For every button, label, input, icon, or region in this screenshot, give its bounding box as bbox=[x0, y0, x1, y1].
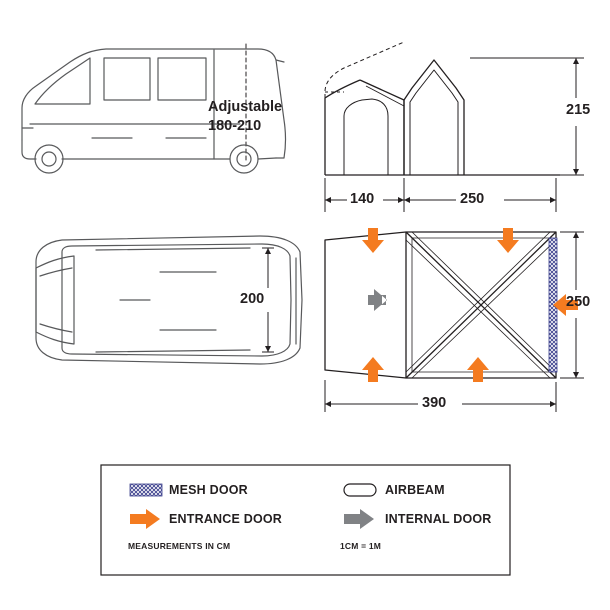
awning-front-depth-value: 140 bbox=[350, 191, 375, 207]
legend-note-scale: 1CM = 1M bbox=[340, 541, 382, 551]
awning-main-depth-value: 250 bbox=[460, 191, 485, 207]
legend-airbeam-capsule-icon bbox=[344, 484, 376, 496]
awning-side-elevation bbox=[325, 42, 560, 175]
legend-mesh-swatch-icon bbox=[130, 484, 162, 496]
awning-height-value: 215 bbox=[566, 102, 591, 118]
adjustable-label-line1: Adjustable bbox=[208, 99, 283, 115]
legend-label-internal-door: INTERNAL DOOR bbox=[385, 512, 492, 526]
legend-note-measurements: MEASUREMENTS IN CM bbox=[128, 541, 231, 551]
legend-label-mesh-door: MESH DOOR bbox=[169, 483, 248, 497]
entrance-door-arrows bbox=[362, 228, 578, 382]
adjustable-height-label bbox=[208, 98, 282, 136]
van-width-value: 200 bbox=[240, 291, 265, 307]
plan-width-value: 390 bbox=[422, 395, 447, 411]
internal-door-arrow bbox=[368, 289, 387, 311]
adjustable-label-line2: 180-210 bbox=[208, 118, 262, 134]
legend-label-airbeam: AIRBEAM bbox=[385, 483, 445, 497]
legend-label-entrance-door: ENTRANCE DOOR bbox=[169, 512, 283, 526]
awning-plan-view bbox=[325, 232, 556, 378]
plan-depth-value: 250 bbox=[566, 294, 591, 310]
